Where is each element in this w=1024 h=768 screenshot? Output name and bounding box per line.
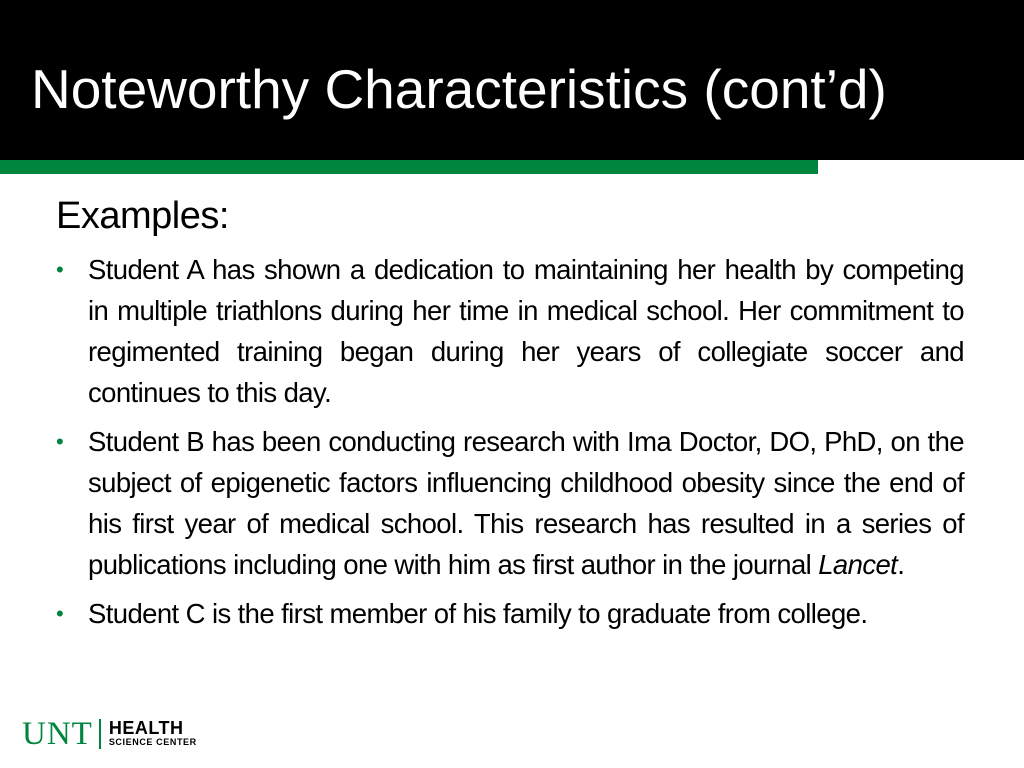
logo-hsc-block — [109, 720, 197, 748]
list-item-student-b — [56, 421, 964, 585]
student-a-text: Student A has shown a dedication to maintaining her health by competing in multiple triathlons during her time in medical school. Her commitment to regimented training began during her years of collegiate soccer and continues to this day. — [88, 254, 964, 408]
student-b-text: Student B has been conducting research with Ima Doctor, DO, PhD, on the subject of epigenetic factors influencing childhood obesity since the end of his first year of medical school. This research has resulted in a series of publications including one with him as first author in the journal — [88, 426, 964, 580]
student-b-text-end: . — [897, 549, 905, 580]
logo-unt-text: UNT — [22, 716, 93, 752]
bullet-icon: • — [56, 601, 64, 626]
slide-title: Noteworthy Characteristics (cont’d) — [31, 58, 887, 120]
examples-heading: Examples: — [56, 195, 229, 237]
student-c-text: Student C is the first member of his family to graduate from college. — [88, 598, 868, 629]
bullet-icon: • — [56, 429, 64, 454]
logo-divider — [99, 719, 101, 749]
examples-list — [56, 249, 964, 634]
list-item-student-a — [56, 249, 964, 413]
logo-science-center-text: SCIENCE CENTER — [108, 737, 197, 747]
bullet-icon: • — [56, 257, 64, 282]
unt-hsc-logo — [22, 717, 197, 751]
journal-name: Lancet — [818, 549, 898, 580]
accent-stripe — [0, 160, 818, 174]
logo-health-text: HEALTH — [108, 718, 184, 738]
title-bar — [0, 0, 1024, 160]
list-item-student-c — [56, 593, 964, 634]
slide-body — [56, 193, 964, 642]
